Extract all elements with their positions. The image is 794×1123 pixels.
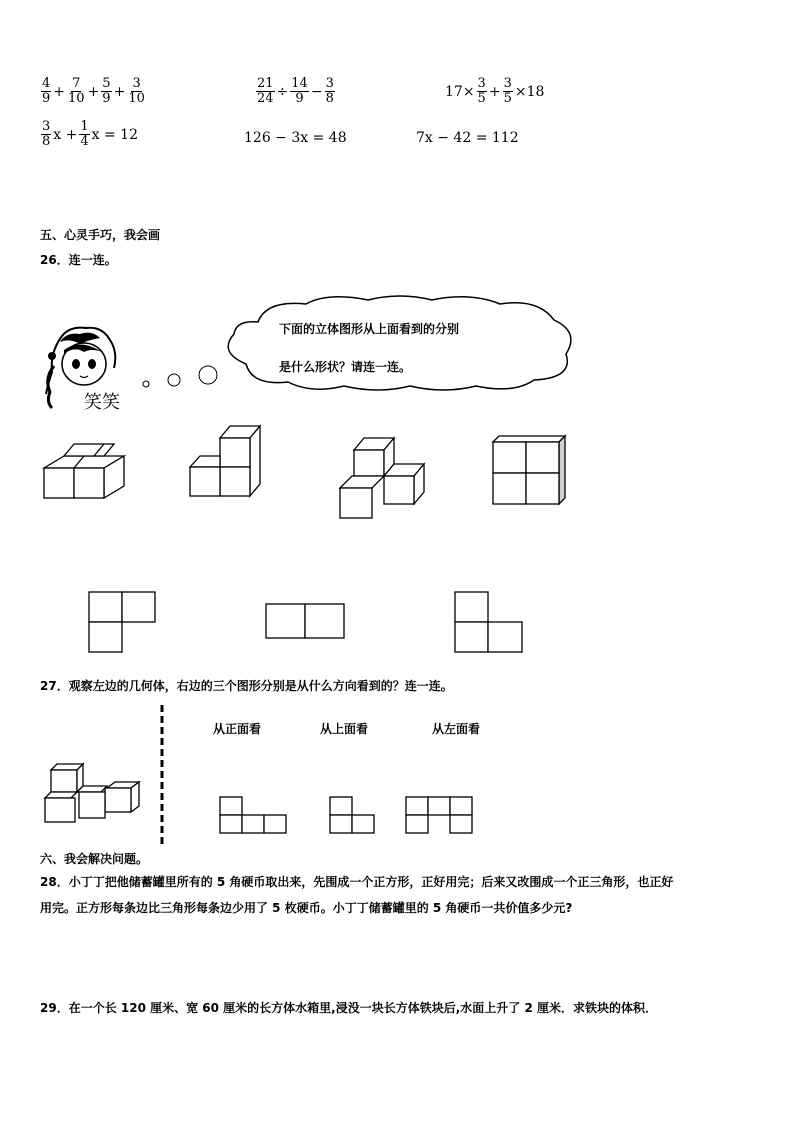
equation-3: 7x − 42 = 112 [416,130,519,146]
equation-2: 126 − 3x = 48 [244,130,347,146]
equation-1: $\frac{3}{8}$ x + $\frac{1}{4}$ x = 12 [42,119,138,149]
top-view-3 [455,592,525,654]
view-shape-3 [406,797,474,833]
question-26-title: 26．连一连。 [40,253,117,267]
view-label-left: 从左面看 [432,722,481,736]
solid-3 [340,436,432,522]
top-view-1 [89,592,157,654]
view-shape-2 [330,797,376,833]
thought-cloud [218,292,580,394]
bubble-line-2: 是什么形状？请连一连。 [279,360,412,374]
dashed-divider [160,705,164,845]
solid-q27 [43,762,139,822]
section-5-title: 五、心灵手巧，我会画 [40,228,161,242]
solid-1 [44,444,124,500]
view-shape-1 [220,797,288,833]
section-6-title: 六、我会解决问题。 [40,852,149,866]
solid-4 [493,436,569,506]
view-label-top: 从上面看 [320,722,369,736]
expression-2: $\frac{21}{24}$ ÷ $\frac{14}{9}$ − $\frac{3}{8}$ [257,76,334,106]
question-28 [40,869,770,921]
solid-2 [190,426,262,498]
view-label-front: 从正面看 [213,722,262,736]
top-view-2 [266,604,346,640]
question-27-title: 27．观察左边的几何体，右边的三个图形分别是从什么方向看到的？连一连。 [40,679,453,693]
girl-caption: 笑笑 [84,392,120,413]
expression-3: 17× $\frac{3}{5}$ + $\frac{3}{5}$ ×18 [445,76,545,106]
expression-1: $\frac{4}{9}$ + $\frac{7}{10}$ + $\frac{5}{9}$ + $\frac{3}{10}$ [42,76,145,106]
question-29: 29．在一个长 120 厘米、宽 60 厘米的长方体水箱里,浸没一块长方体铁块后,水面上升了 2 厘米．求铁块的体积． [40,1001,657,1015]
bubble-line-1: 下面的立体图形从上面看到的分别 [279,322,460,336]
question-28-line-2: 用完。正方形每条边比三角形每条边少用了 5 枚硬币。小丁丁储蓄罐里的 5 角硬币一共价值多少元? [40,901,573,915]
question-28-line-1: 28．小丁丁把他储蓄罐里所有的 5 角硬币取出来，先围成一个正方形，正好用完；后来又改围成一个正三角形，也正好 [40,875,674,889]
thought-dots [140,364,220,394]
